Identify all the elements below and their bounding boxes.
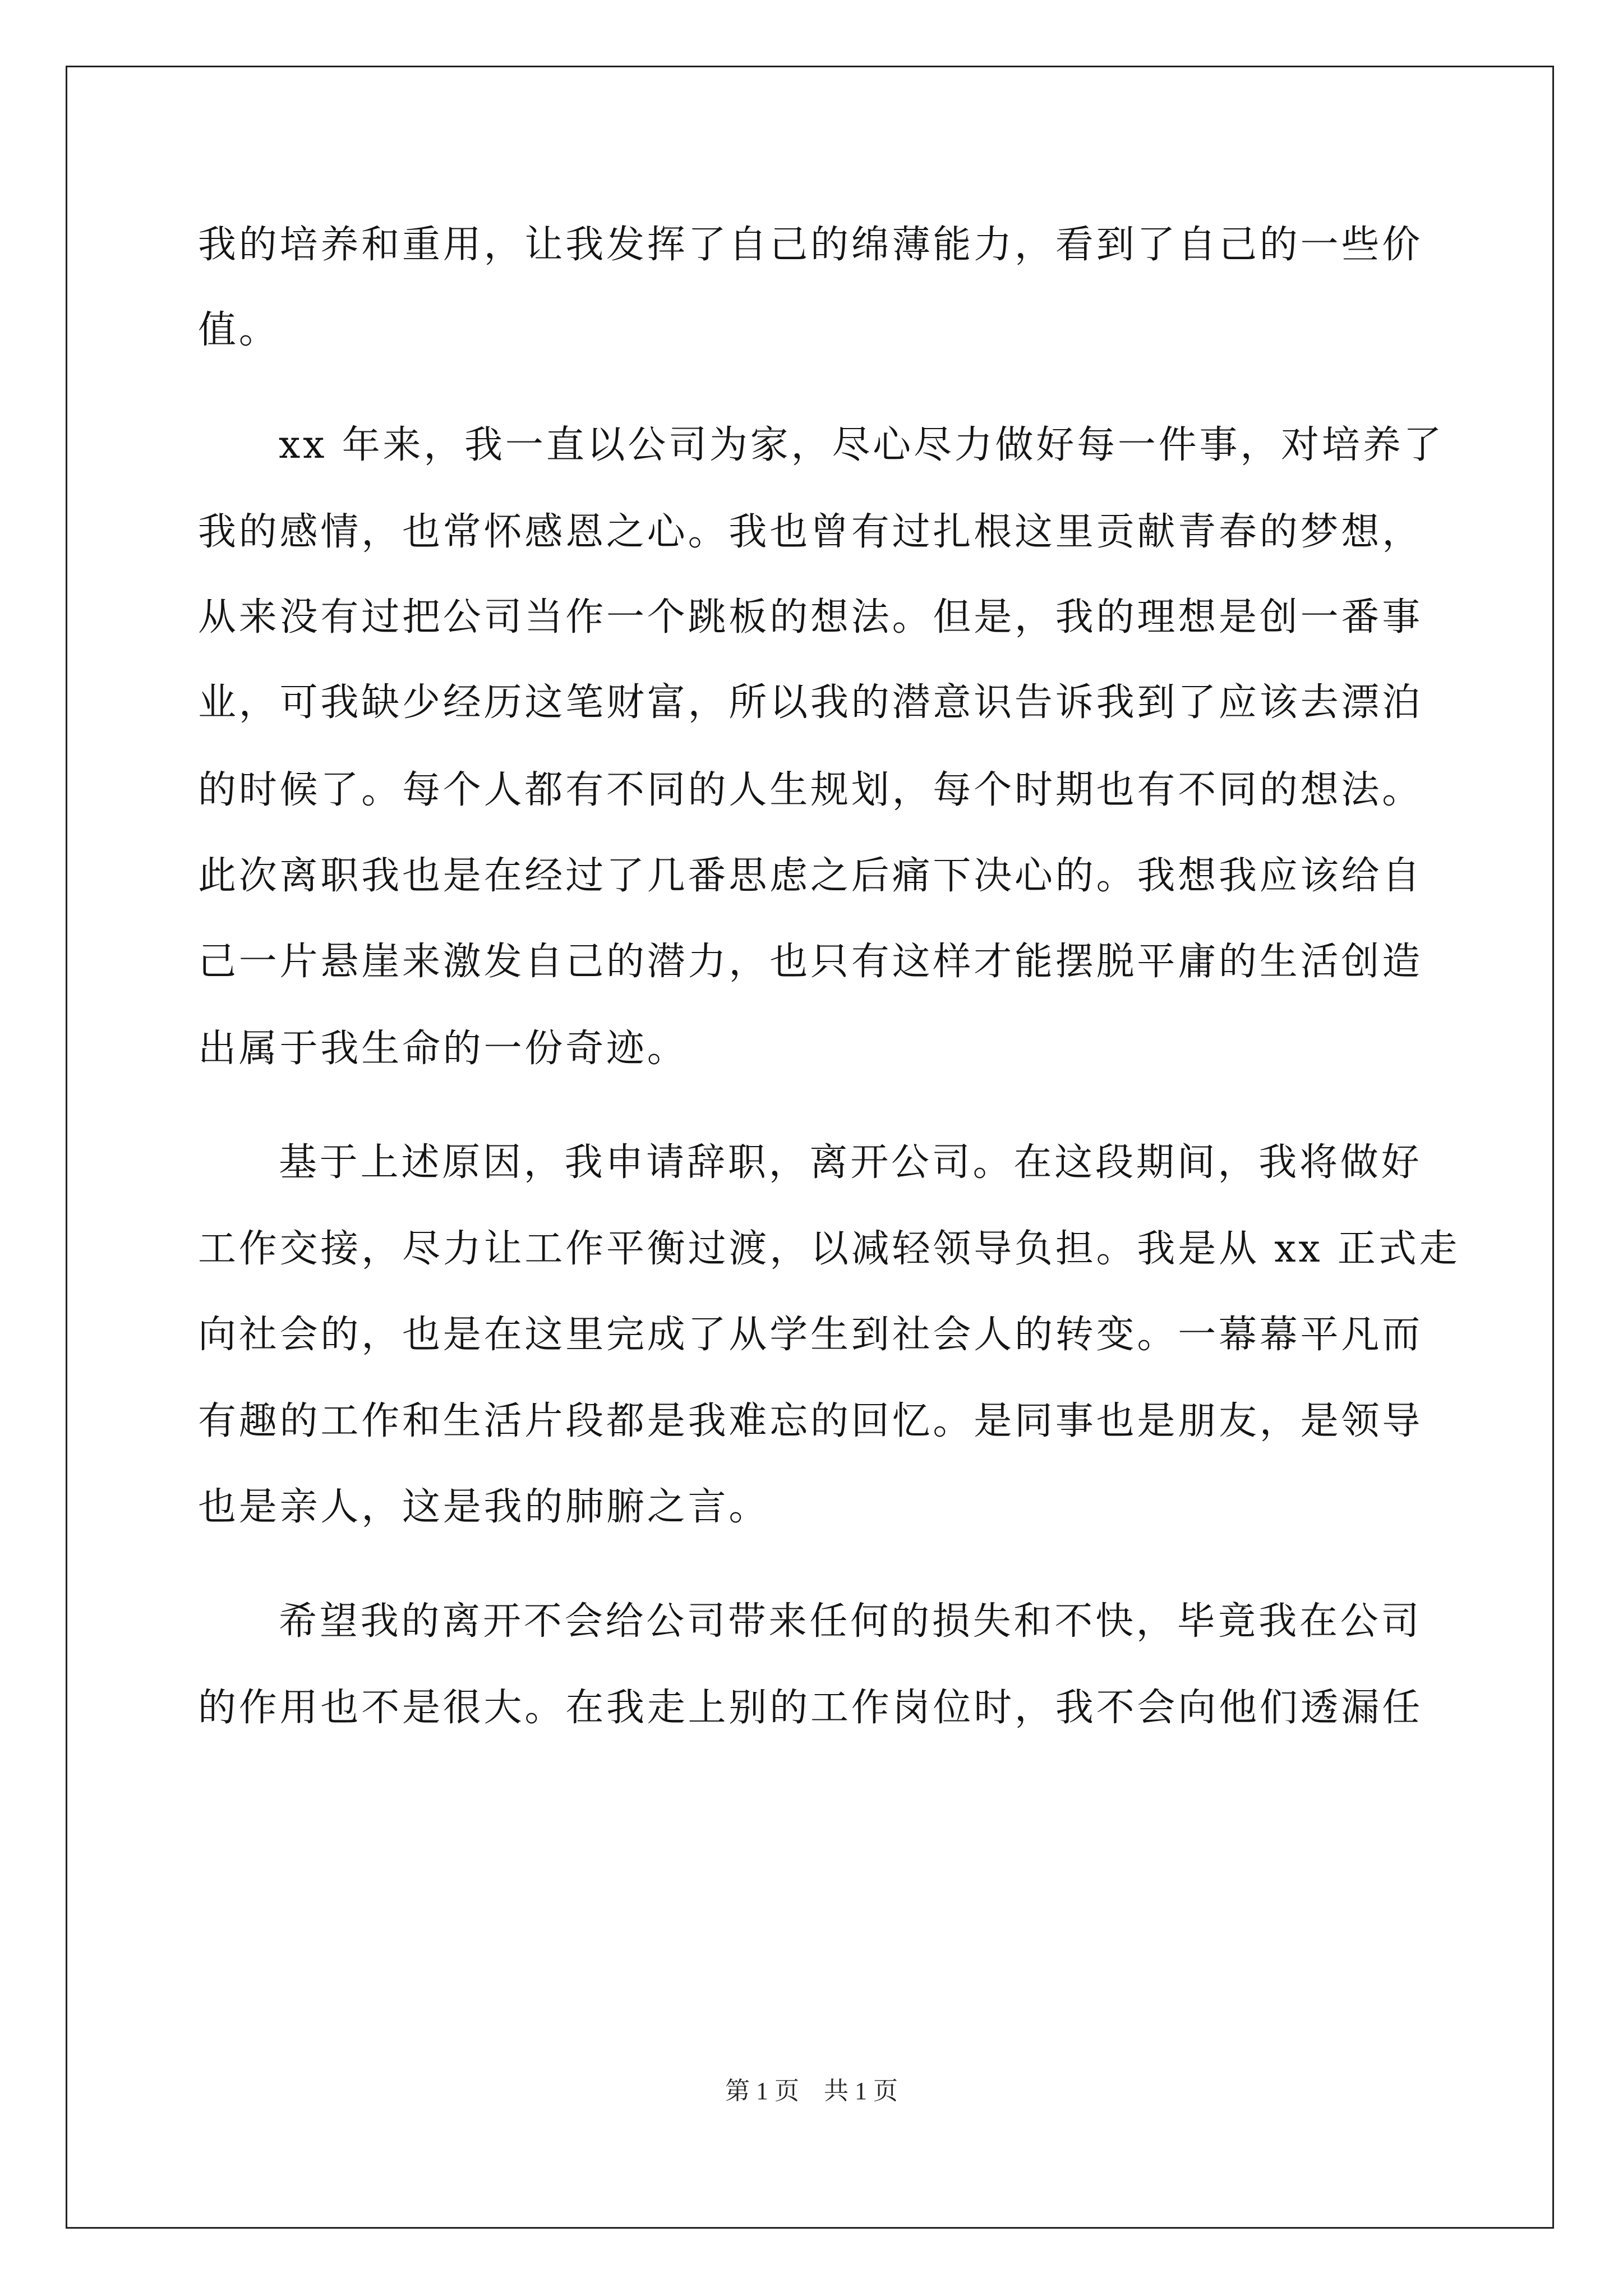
paragraph-first-line: 希望我的离开不会给公司带来任何的损失和不快，毕竟我在公司 xyxy=(279,1599,1422,1644)
text-line: 的时候了。每个人都有不同的人生规划，每个时期也有不同的想法。 xyxy=(198,768,1423,812)
text-line: 有趣的工作和生活片段都是我难忘的回忆。是同事也是朋友，是领导 xyxy=(198,1399,1423,1443)
paragraph-first-line: 基于上述原因，我申请辞职，离开公司。在这段期间，我将做好 xyxy=(279,1140,1422,1185)
page-footer: 第 1 页 共 1 页 xyxy=(725,2077,898,2105)
text-line: 值。 xyxy=(198,308,280,352)
text-line: 工作交接，尽力让工作平衡过渡，以减轻领导负担。我是从 xx 正式走 xyxy=(198,1227,1460,1271)
text-line: 我的感情，也常怀感恩之心。我也曾有过扎根这里贡献青春的梦想， xyxy=(198,510,1423,554)
text-line: 我的培养和重用，让我发挥了自己的绵薄能力，看到了自己的一些价 xyxy=(198,223,1423,267)
text-line: 的作用也不是很大。在我走上别的工作岗位时，我不会向他们透漏任 xyxy=(198,1686,1423,1730)
text-line: 出属于我生命的一份奇迹。 xyxy=(198,1027,688,1071)
paragraph-first-line: xx 年来，我一直以公司为家，尽心尽力做好每一件事，对培养了 xyxy=(279,423,1445,467)
text-line: 业，可我缺少经历这笔财富，所以我的潜意识告诉我到了应该去漂泊 xyxy=(198,680,1423,725)
text-line: 向社会的，也是在这里完成了从学生到社会人的转变。一幕幕平凡而 xyxy=(198,1313,1423,1357)
text-line: 也是亲人，这是我的肺腑之言。 xyxy=(198,1485,770,1529)
text-line: 从来没有过把公司当作一个跳板的想法。但是，我的理想是创一番事 xyxy=(198,595,1423,639)
text-line: 此次离职我也是在经过了几番思虑之后痛下决心的。我想我应该给自 xyxy=(198,854,1423,898)
text-line: 己一片悬崖来激发自己的潜力，也只有这样才能摆脱平庸的生活创造 xyxy=(198,940,1423,984)
